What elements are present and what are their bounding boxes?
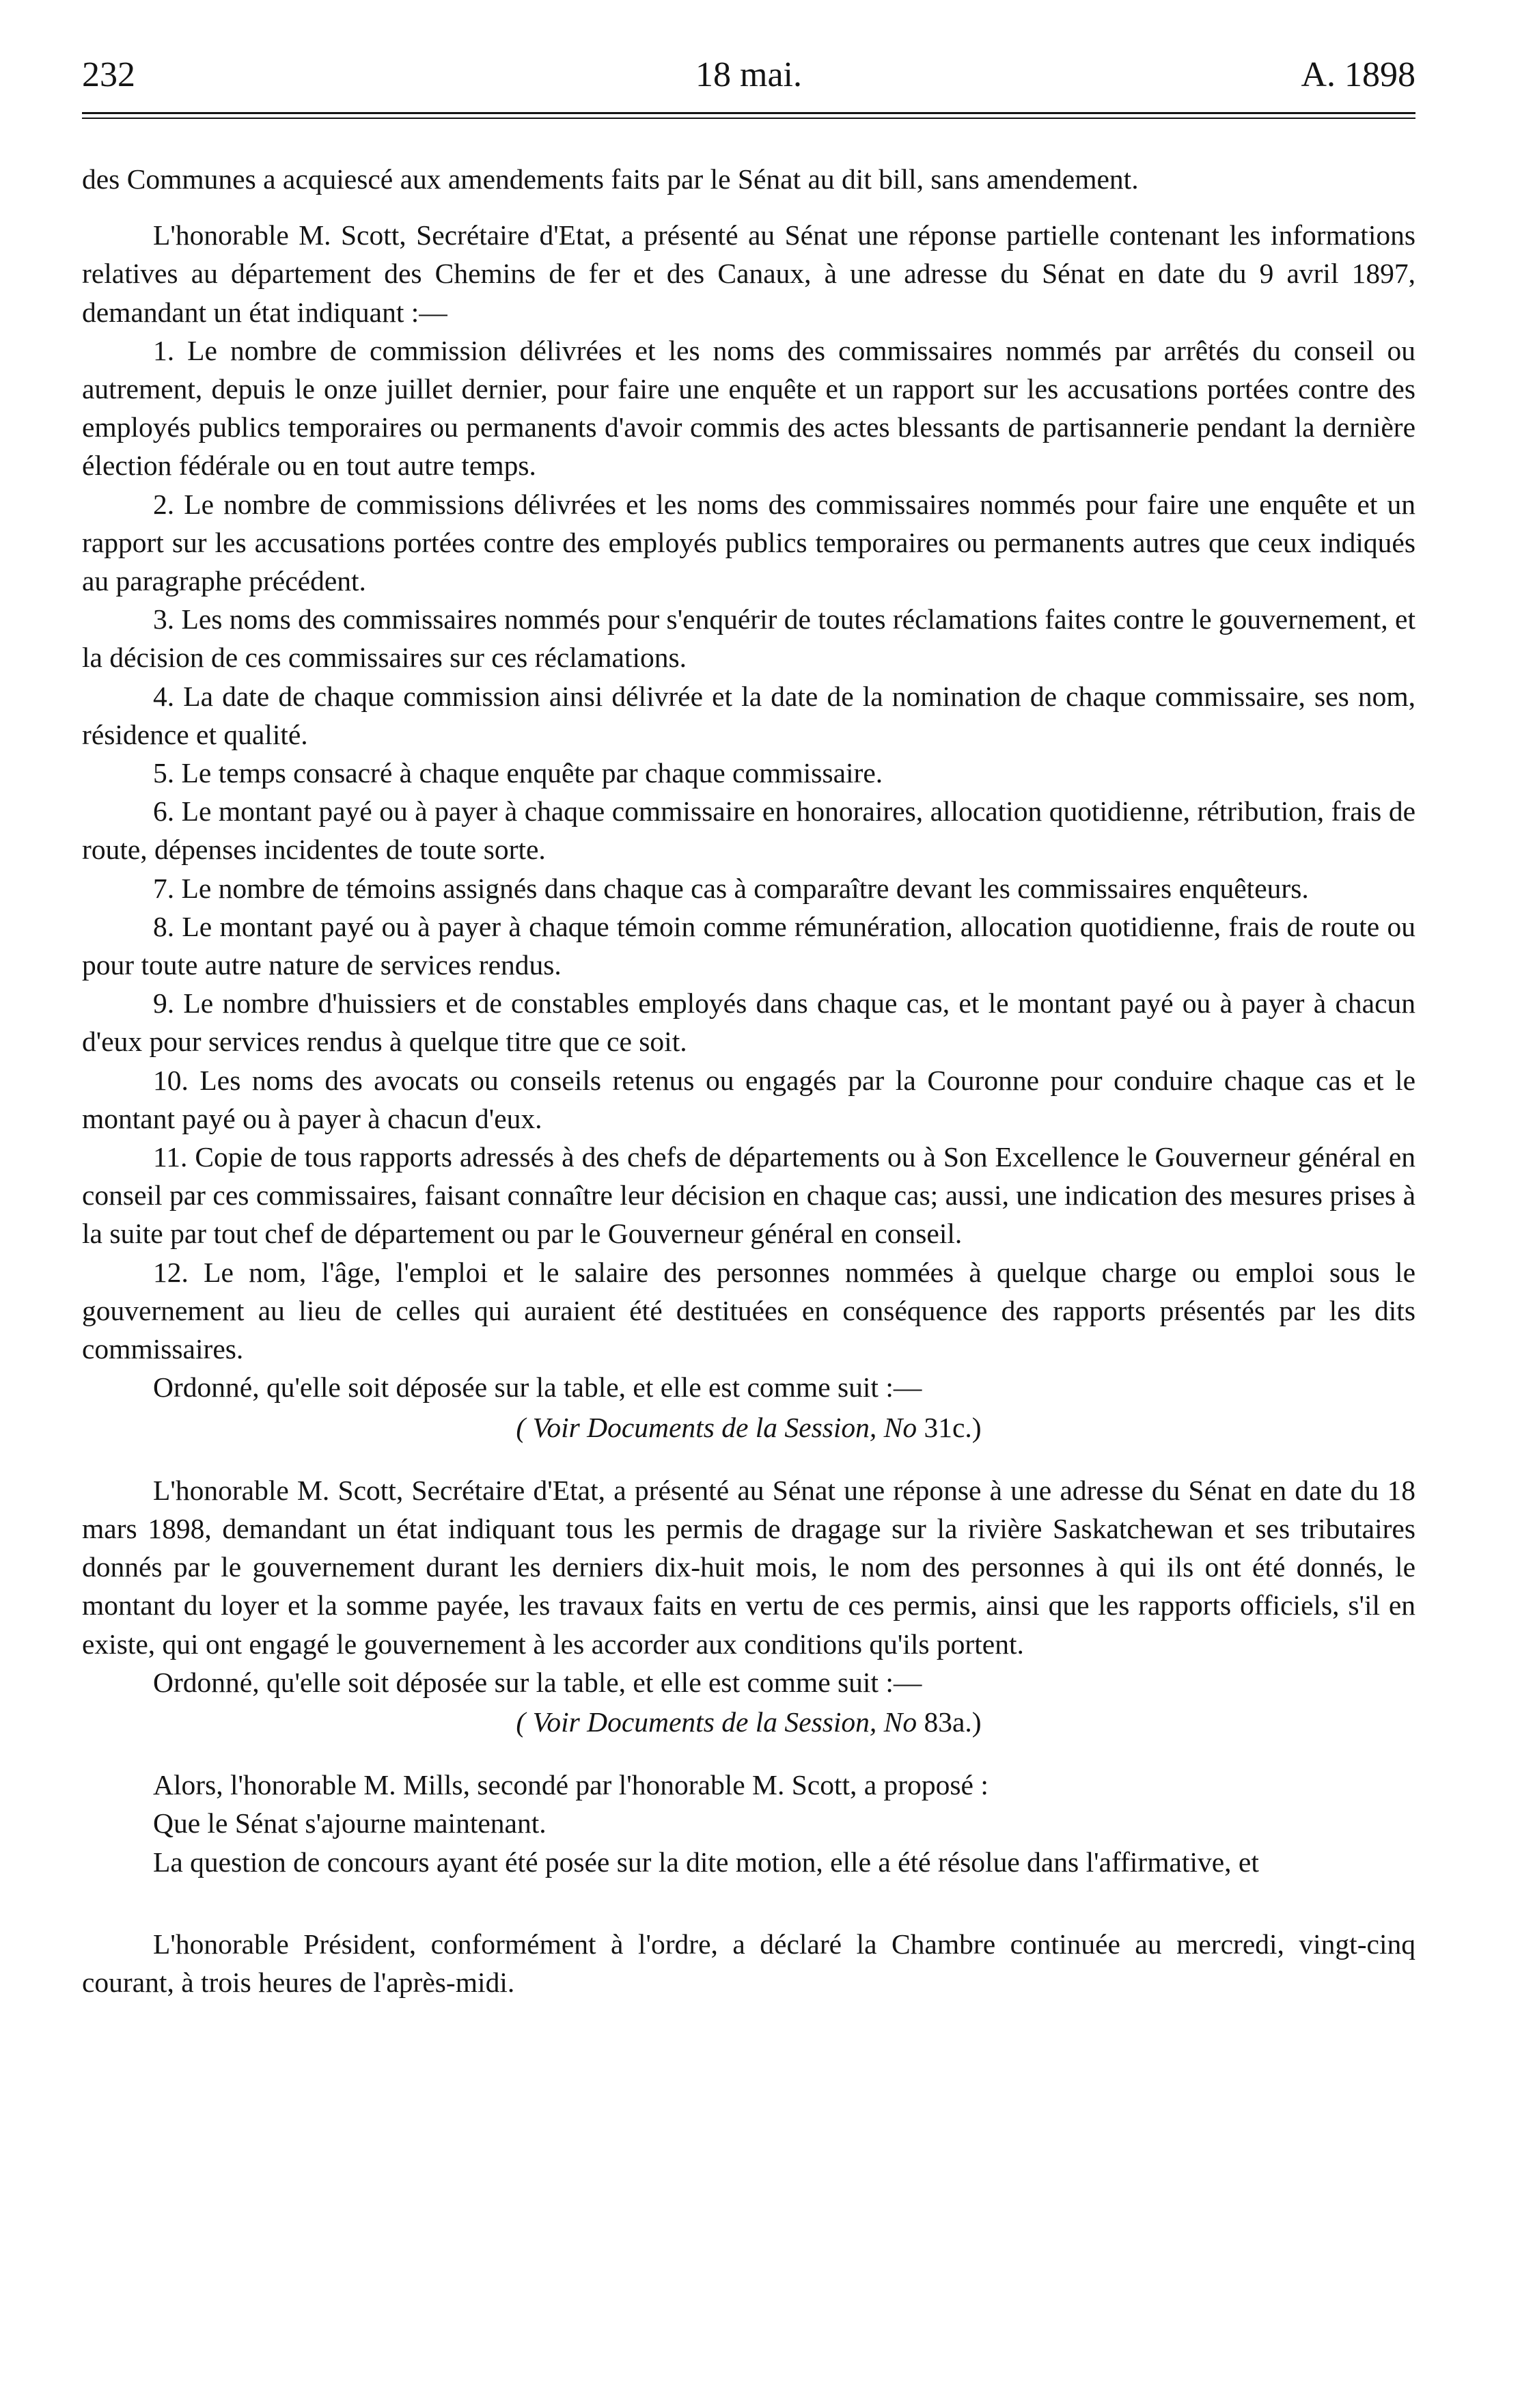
reference-number: 83a.) bbox=[924, 1706, 982, 1738]
page-number: 232 bbox=[82, 55, 135, 94]
list-item: 6. Le montant payé ou à payer à chaque commissaire en honoraires, allocation quotidienne, rétribution, frais de route, dépenses incidentes de toute sorte. bbox=[82, 795, 1415, 866]
session-document-reference bbox=[82, 1408, 1415, 1447]
list-item: 4. La date de chaque commission ainsi délivrée et la date de la nomination de chaque commissaire, ses nom, résidence et qualité. bbox=[82, 680, 1415, 750]
list-item: 7. Le nombre de témoins assignés dans chaque cas à comparaître devant les commissaires enquêteurs. bbox=[153, 872, 1309, 904]
reference-text: ( Voir Documents de la Session, No bbox=[516, 1411, 924, 1443]
paragraph-ordered: Ordonné, qu'elle soit déposée sur la table, et elle est comme suit :— bbox=[153, 1371, 922, 1404]
list-item: 5. Le temps consacré à chaque enquête par chaque commissaire. bbox=[153, 757, 883, 789]
reference-number: 31c.) bbox=[924, 1411, 982, 1443]
list-item: 2. Le nombre de commissions délivrées et les noms des commissaires nommés pour faire une enquête et un rapport sur les accusations portées contre des employés publics temporaires ou permanents autres que ceux indiqués au paragraphe précédent. bbox=[82, 488, 1415, 597]
header-year: A. 1898 bbox=[1301, 55, 1415, 94]
header-rule bbox=[82, 112, 1415, 119]
paragraph-adjournment-declared: L'honorable Président, conformément à l'ordre, a déclaré la Chambre continuée au mercredi, vingt-cinq courant, à trois heures de l'après-midi. bbox=[82, 1928, 1415, 1998]
paragraph-continuation: des Communes a acquiescé aux amendements faits par le Sénat au dit bill, sans amendement. bbox=[82, 163, 1139, 195]
list-item: 1. Le nombre de commission délivrées et les noms des commissaires nommés par arrêtés du conseil ou autrement, depuis le onze juillet dernier, pour faire une enquête et un rapport sur les accusations portées contre des employés publics temporaires ou permanents d'avoir commis des actes blessants de partisannerie pendant la dernière élection fédérale ou en tout autre temps. bbox=[82, 334, 1415, 482]
list-item: 3. Les noms des commissaires nommés pour s'enquérir de toutes réclamations faites contre le gouvernement, et la décision de ces commissaires sur ces réclamations. bbox=[82, 603, 1415, 674]
page-header bbox=[82, 41, 1415, 109]
list-item: 11. Copie de tous rapports adressés à des chefs de départements ou à Son Excellence le Gouverneur général en conseil par ces commissaires, faisant connaître leur décision en chaque cas; aussi, une indication des mesures prises à la suite par tout chef de département ou par le Gouverneur général en conseil. bbox=[82, 1141, 1415, 1250]
document-page bbox=[82, 41, 1415, 2001]
paragraph-ordered: Ordonné, qu'elle soit déposée sur la table, et elle est comme suit :— bbox=[153, 1666, 922, 1698]
paragraph-adjourn: Que le Sénat s'ajourne maintenant. bbox=[153, 1807, 547, 1839]
list-item: 8. Le montant payé ou à payer à chaque témoin comme rémunération, allocation quotidienne, frais de route ou pour toute autre nature de services rendus. bbox=[82, 910, 1415, 981]
header-date: 18 mai. bbox=[695, 55, 802, 94]
paragraph-motion: Alors, l'honorable M. Mills, secondé par l'honorable M. Scott, a proposé : bbox=[153, 1769, 989, 1801]
paragraph-scott-partial-answer: L'honorable M. Scott, Secrétaire d'Etat, a présenté au Sénat une réponse partielle contenant les informations relatives au département des Chemins de fer et des Canaux, à une adresse du Sénat en date du 9 avril 1897, demandant un état indiquant :— bbox=[82, 219, 1415, 328]
paragraph-question: La question de concours ayant été posée sur la dite motion, elle a été résolue dans l'affirmative, et bbox=[153, 1846, 1259, 1878]
list-item: 10. Les noms des avocats ou conseils retenus ou engagés par la Couronne pour conduire chaque cas et le montant payé ou à payer à chacun d'eux. bbox=[82, 1064, 1415, 1134]
section-gap bbox=[82, 1881, 1415, 1925]
reference-text: ( Voir Documents de la Session, No bbox=[516, 1706, 924, 1738]
list-item: 9. Le nombre d'huissiers et de constables employés dans chaque cas, et le montant payé ou à payer à chacun d'eux pour services rendus à quelque titre que ce soit. bbox=[82, 987, 1415, 1058]
session-document-reference bbox=[82, 1703, 1415, 1741]
paragraph-scott-dredging-answer: L'honorable M. Scott, Secrétaire d'Etat, a présenté au Sénat une réponse à une adresse du Sénat en date du 18 mars 1898, demandant un état indiquant tous les permis de dragage sur la rivière Saskatchewan et ses tributaires donnés par le gouvernement durant les derniers dix-huit mois, le nom des personnes à qui ils ont été donnés, le montant du loyer et la somme payée, les travaux faits en vertu de ces permis, ainsi que les rapports officiels, s'il en existe, qui ont engagé le gouvernement à les accorder aux conditions qu'ils portent. bbox=[82, 1474, 1415, 1660]
list-item: 12. Le nom, l'âge, l'emploi et le salaire des personnes nommées à quelque charge ou emploi sous le gouvernement au lieu de celles qui auraient été destituées en conséquence des rapports présentés par les dits commissaires. bbox=[82, 1256, 1415, 1365]
